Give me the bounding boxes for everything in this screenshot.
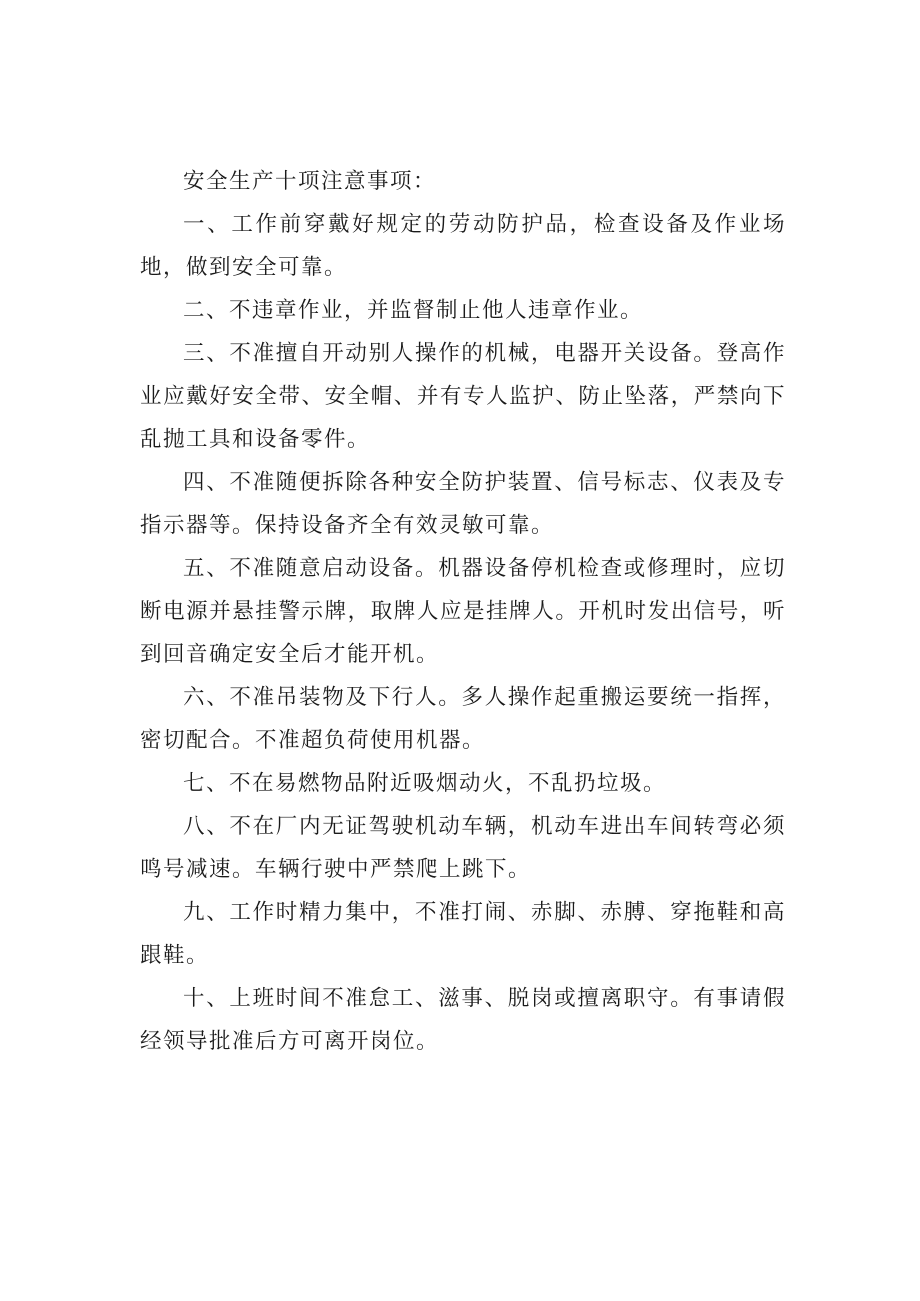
- rule-item-3: 三、不准擅自开动别人操作的机械，电器开关设备。登高作业应戴好安全带、安全帽、并有专人监护、防止坠落，严禁向下乱抛工具和设备零件。: [140, 341, 786, 452]
- rule-item-9: 九、工作时精力集中，不准打闹、赤脚、赤膊、穿拖鞋和高跟鞋。: [140, 900, 786, 968]
- rule-item-10: 十、上班时间不准怠工、滋事、脱岗或擅离职守。有事请假经领导批准后方可离开岗位。: [140, 986, 786, 1054]
- rule-item-5: 五、不准随意启动设备。机器设备停机检查或修理时，应切断电源并悬挂警示牌，取牌人应是挂牌人。开机时发出信号，听到回音确定安全后才能开机。: [140, 556, 786, 667]
- rule-item-8: 八、不在厂内无证驾驶机动车辆，机动车进出车间转弯必须鸣号减速。车辆行驶中严禁爬上跳下。: [140, 814, 786, 882]
- document-title: 安全生产十项注意事项：: [183, 169, 437, 194]
- rule-item-6: 六、不准吊装物及下行人。多人操作起重搬运要统一指挥，密切配合。不准超负荷使用机器。: [140, 685, 786, 753]
- rule-item-7: 七、不在易燃物品附近吸烟动火，不乱扔垃圾。: [183, 771, 667, 796]
- rule-item-4: 四、不准随便拆除各种安全防护装置、信号标志、仪表及专指示器等。保持设备齐全有效灵敏可靠。: [140, 470, 786, 538]
- rule-item-1: 一、工作前穿戴好规定的劳动防护品，检查设备及作业场地，做到安全可靠。: [140, 212, 786, 280]
- rule-item-2: 二、不违章作业，并监督制止他人违章作业。: [183, 298, 644, 323]
- document-body: [140, 160, 786, 1063]
